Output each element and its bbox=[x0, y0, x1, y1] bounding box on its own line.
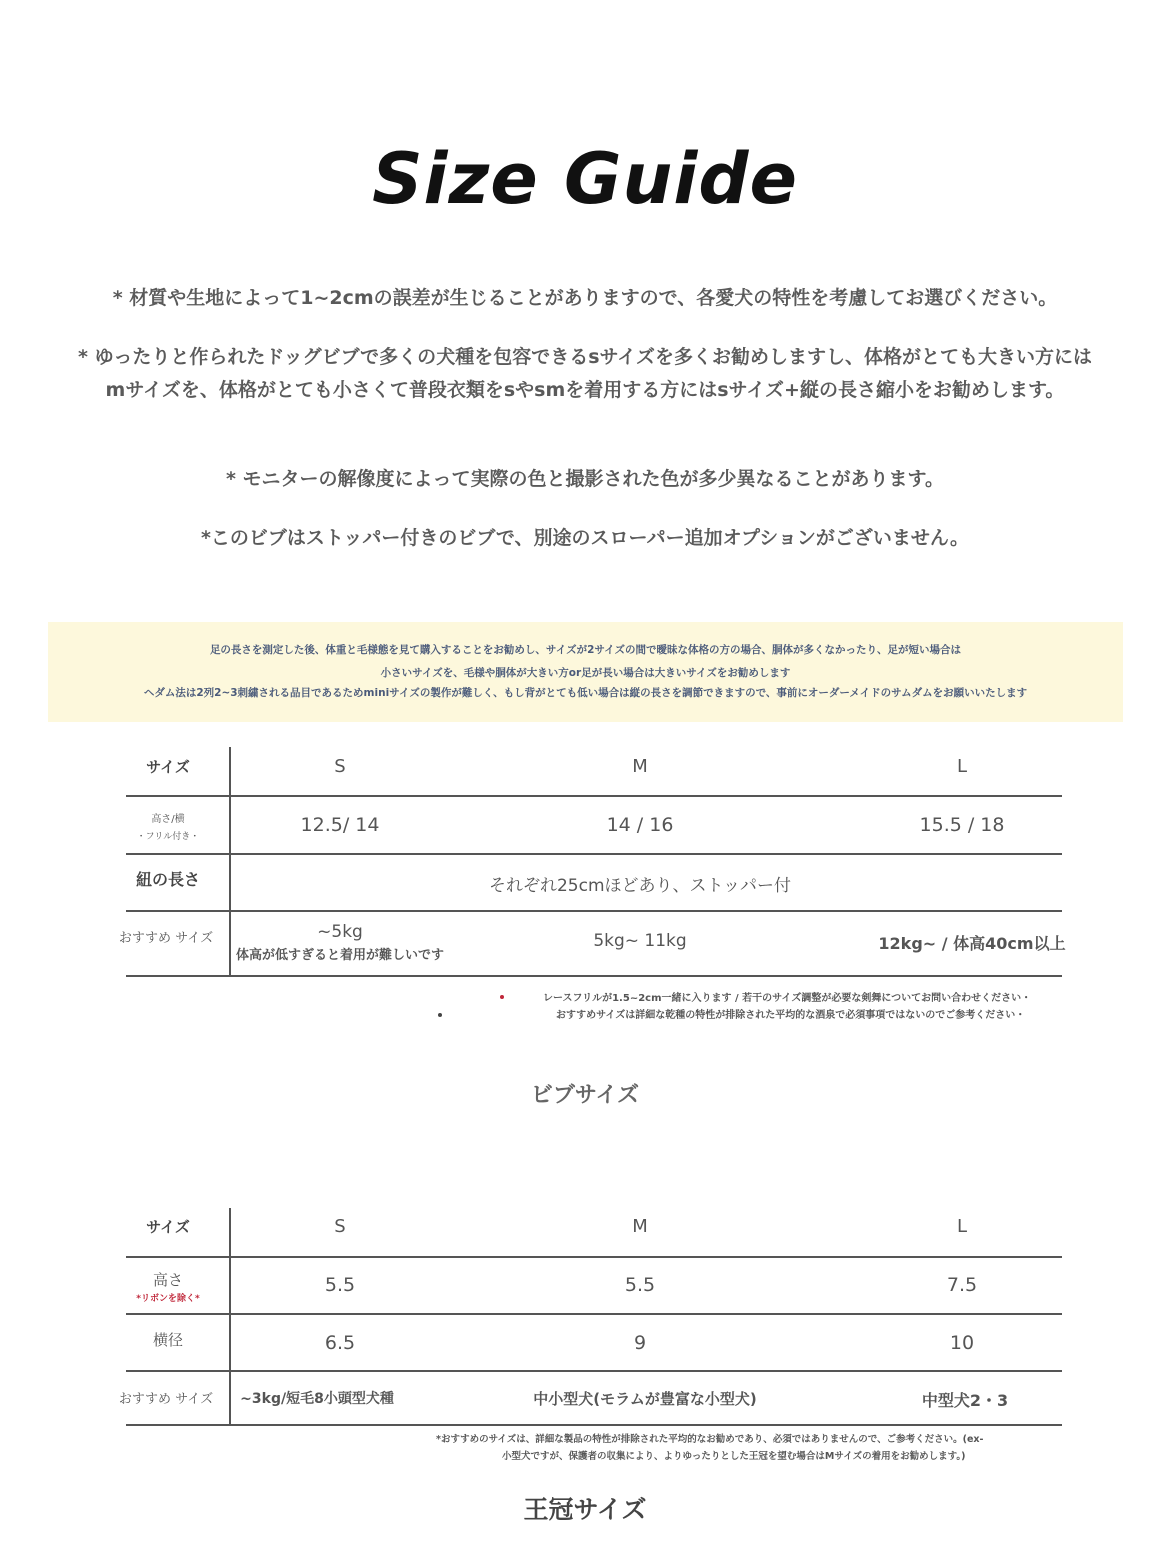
table-rule bbox=[126, 910, 1062, 912]
width-s: 6.5 bbox=[324, 1332, 356, 1354]
rec-l: 12kg~ / 体高40cm以上 bbox=[878, 934, 1066, 953]
note-recommend-line2: mサイズを、体格がとても小さくて普段衣類をsやsmを着用する方にはsサイズ+縦の長さ縮小をお勧めします。 bbox=[105, 379, 1065, 401]
height-s: 12.5/ 14 bbox=[300, 814, 380, 836]
width-m: 9 bbox=[633, 1332, 647, 1354]
banner-line: ヘダム法は2列2~3刺繍される品目であるためminiサイズの製作が難しく、もし背がとても低い場合は縦の長さを調節できますので、事前にオーダーメイドのサムダムをお願いいたします bbox=[143, 687, 1028, 699]
bib-size-caption: ビブサイズ bbox=[530, 1083, 640, 1108]
banner-line: 小さいサイズを、毛様や胴体が大きい方or足が長い場合は大きいサイズをお勧めします bbox=[380, 667, 791, 679]
table-rule bbox=[126, 1370, 1062, 1372]
height-sublabel: *リボンを除く* bbox=[136, 1294, 200, 1304]
size-header-label: サイズ bbox=[146, 1218, 190, 1236]
height-l: 15.5 / 18 bbox=[919, 814, 1005, 836]
size-header-m: M bbox=[632, 756, 648, 777]
size-header-l: L bbox=[956, 1216, 968, 1237]
rec-s-note: 体高が低すぎると着用が難しいです bbox=[235, 948, 444, 963]
rec-label: おすすめ サイズ bbox=[118, 1392, 214, 1407]
rec-l: 中型犬2・3 bbox=[921, 1391, 1009, 1410]
rec-m: 中小型犬(モラムが豊富な小型犬) bbox=[533, 1390, 757, 1408]
advice-banner bbox=[48, 622, 1123, 722]
table-divider bbox=[229, 747, 231, 975]
height-s: 5.5 bbox=[324, 1274, 356, 1296]
size-header-s: S bbox=[334, 756, 346, 777]
width-label: 横径 bbox=[152, 1331, 183, 1349]
size-header-s: S bbox=[334, 1216, 346, 1237]
height-m: 14 / 16 bbox=[606, 814, 674, 836]
crown-footnote: *おすすめのサイズは、詳細な製品の特性が排除された平均的なお勧めであり、必須ではありませんので、ご参考ください。(ex- bbox=[436, 1434, 984, 1445]
note-stopper: *このビブはストッパー付きのビブで、別途のスローパー追加オプションがございません。 bbox=[200, 527, 970, 549]
note-recommend-line1: * ゆったりと作られたドッグビブで多くの犬種を包容できるsサイズを多くお勧めしますし、体格がとても大きい方には bbox=[78, 346, 1092, 368]
banner-line: 足の長さを測定した後、体重と毛様態を見て購入することをお勧めし、サイズが2サイズの間で曖昧な体格の方の場合、胴体が多くなかったり、足が短い場合は bbox=[209, 644, 962, 656]
table-rule bbox=[126, 1256, 1062, 1258]
height-sublabel: ・フリル付き・ bbox=[136, 832, 200, 842]
rec-label: おすすめ サイズ bbox=[118, 931, 214, 946]
bullet-icon bbox=[438, 1013, 442, 1017]
string-value: それぞれ25cmほどあり、ストッパー付 bbox=[488, 876, 792, 896]
red-bullet-icon bbox=[500, 995, 504, 999]
height-label: 高さ/横 bbox=[151, 814, 185, 825]
table-rule bbox=[126, 1424, 1062, 1426]
table-rule bbox=[126, 975, 1062, 977]
note-tolerance: * 材質や生地によって1~2cmの誤差が生じることがありますので、各愛犬の特性を考慮してお選びください。 bbox=[112, 287, 1058, 309]
crown-size-caption: 王冠サイズ bbox=[523, 1495, 647, 1524]
table-rule bbox=[126, 853, 1062, 855]
size-header-m: M bbox=[632, 1216, 648, 1237]
rec-m: 5kg~ 11kg bbox=[593, 931, 687, 951]
size-header-l: L bbox=[956, 756, 968, 777]
bib-footnote: おすすめサイズは詳細な乾種の特性が排除された平均的な酒泉で必須事項ではないのでご参考ください・ bbox=[556, 1010, 1026, 1021]
table-rule bbox=[126, 1313, 1062, 1315]
page-title: Size Guide bbox=[372, 138, 798, 220]
note-monitor: * モニターの解像度によって実際の色と撮影された色が多少異なることがあります。 bbox=[225, 468, 945, 490]
table-divider bbox=[229, 1208, 231, 1425]
bib-footnote: レースフリルが1.5~2cm一緒に入ります / 若干のサイズ調整が必要な剣舞についてお問い合わせください・ bbox=[543, 993, 1032, 1004]
table-rule bbox=[126, 795, 1062, 797]
height-m: 5.5 bbox=[624, 1274, 656, 1296]
string-label: 紐の長さ bbox=[135, 870, 200, 889]
rec-s: ~3kg/短毛8小頭型犬種 bbox=[240, 1391, 394, 1407]
height-label: 高さ bbox=[152, 1271, 183, 1289]
size-header-label: サイズ bbox=[146, 758, 190, 776]
height-l: 7.5 bbox=[946, 1274, 978, 1296]
rec-s: ~5kg bbox=[317, 922, 363, 942]
crown-footnote: 小型犬ですが、保護者の収集により、よりゆったりとした王冠を望む場合はMサイズの着用をお勧めします。) bbox=[502, 1451, 966, 1462]
width-l: 10 bbox=[949, 1332, 975, 1354]
